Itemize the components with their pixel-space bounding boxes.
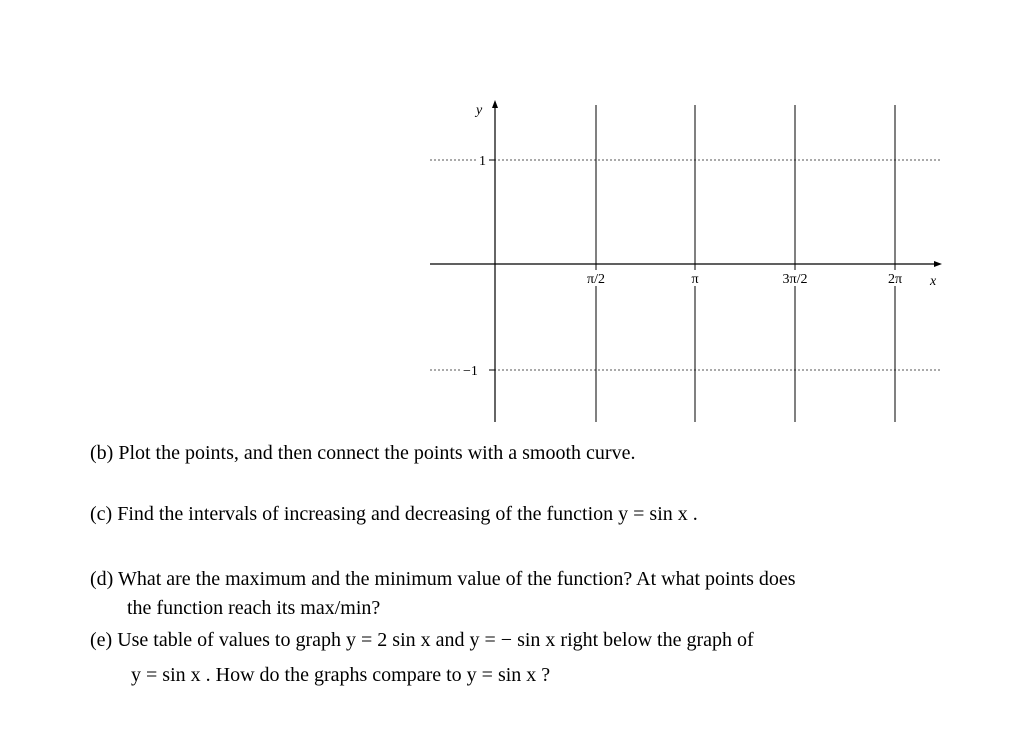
question-e-line1: (e) Use table of values to graph y = 2 sin x and y = − sin x right below the graph of	[90, 629, 754, 651]
question-c: (c) Find the intervals of increasing and decreasing of the function y = sin x .	[90, 503, 698, 525]
y-axis-label: y	[476, 103, 483, 118]
question-d-line2: the function reach its max/min?	[127, 597, 381, 619]
x-tick-label-pi-half: π/2	[587, 272, 605, 287]
x-axis-label: x	[930, 274, 937, 289]
question-e-line2: y = sin x . How do the graphs compare to y = sin x ?	[131, 664, 551, 686]
y-axis-arrow-icon	[492, 100, 498, 108]
y-tick-label-neg1: −1	[463, 364, 478, 379]
x-axis-arrow-icon	[934, 261, 942, 267]
x-tick-label-pi: π	[691, 272, 699, 287]
x-tick-label-3pi-half: 3π/2	[782, 272, 808, 287]
question-d-line1: (d) What are the maximum and the minimum value of the function? At what points does	[90, 568, 796, 590]
question-b: (b) Plot the points, and then connect the points with a smooth curve.	[90, 442, 636, 464]
x-tick-label-2pi: 2π	[887, 272, 903, 287]
y-tick-label-1: 1	[479, 154, 486, 169]
